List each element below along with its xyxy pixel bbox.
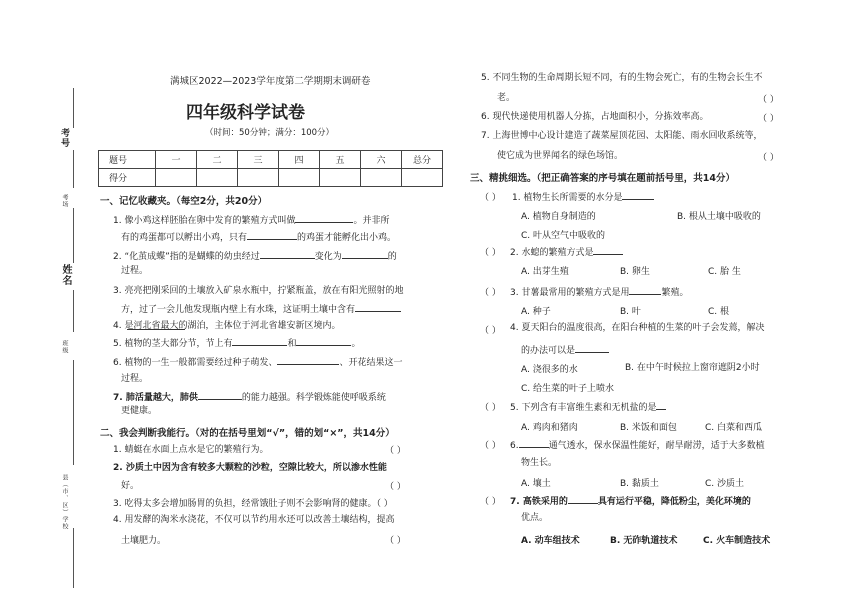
s2-q1: 1. 蜻蜓在水面上点水是它的繁殖行为。 [113, 445, 269, 455]
s1-q2-line2: 过程。 [121, 266, 149, 276]
s1-q3-line1: 3. 亮亮把刚采回的土壤放入矿泉水瓶中，拧紧瓶盖，放在有阳光照射的地 [113, 286, 404, 296]
s3-q4-option-b[interactable]: B. 在中午时候拉上窗帘遮阴2小时 [625, 363, 760, 373]
exam-title: 四年级科学试卷 [186, 103, 305, 123]
score-header-cell: 一 [156, 151, 197, 169]
s3-q1-option-c[interactable]: C. 叶从空气中吸收的 [521, 231, 606, 241]
s3-q4-line1: 4. 夏天阳台的温度很高，在阳台种植的生菜的叶子会发蔫，解决 [510, 323, 765, 333]
score-cell[interactable] [279, 169, 320, 187]
s3-q2-option-a[interactable]: A. 出芽生殖 [521, 267, 569, 277]
s1-q6-line1: 6. 植物的一生一般都需要经过种子萌发、 、开花结果这一 [113, 355, 402, 369]
blank[interactable] [277, 355, 339, 365]
s1-q7-line1: 7. 肺活量越大，肺供 的能力越强。科学锻炼能使呼吸系统 [113, 390, 386, 404]
binding-banji: 班级 [61, 340, 68, 354]
blank[interactable] [198, 390, 242, 400]
score-header-cell: 六 [361, 151, 402, 169]
answer-paren[interactable]: （ ） [385, 482, 406, 492]
s2-q2-line1: 2. 沙质土中因为含有较多大颗粒的沙粒，空隙比较大，所以渗水性能 [113, 463, 387, 473]
blank[interactable] [656, 400, 666, 410]
blank[interactable] [593, 245, 623, 255]
blank[interactable] [575, 343, 609, 353]
answer-paren[interactable]: （ ） [480, 403, 501, 413]
blank[interactable] [295, 213, 353, 223]
answer-paren[interactable]: （ ） [758, 95, 779, 105]
s3-q7-option-b[interactable]: B. 无砟轨道技术 [610, 536, 678, 546]
s3-q3-option-c[interactable]: C. 根 [708, 307, 730, 317]
s3-q4-option-a[interactable]: A. 浇很多的水 [521, 365, 578, 375]
s2-q5-line2: 老。 [497, 93, 516, 103]
s2-q7-line1: 7. 上海世博中心设计建造了蔬菜屋顶花园、太阳能、雨水回收系统等， [481, 131, 763, 141]
answer-paren[interactable]: （ ） [480, 441, 501, 451]
s1-q1-line2: 有的鸡蛋都可以孵出小鸡，只有 的鸡蛋才能孵化出小鸡。 [121, 230, 396, 244]
s3-q6-option-a[interactable]: A. 壤土 [521, 479, 551, 489]
score-header-cell: 总分 [402, 151, 443, 169]
s3-q5-option-a[interactable]: A. 鸡肉和猪肉 [521, 423, 578, 433]
score-header-cell: 五 [320, 151, 361, 169]
s1-q1-line1: 1. 像小鸡这样胚胎在卵中发育的繁殖方式叫做 。并非所 [113, 213, 389, 227]
s3-q2-option-b[interactable]: B. 卵生 [620, 267, 650, 277]
blank[interactable] [296, 336, 351, 346]
s3-q4-line2: 的办法可以是 [521, 343, 609, 357]
answer-paren[interactable]: （ ） [480, 326, 501, 336]
s3-q2: 2. 水螅的繁殖方式是 [510, 245, 623, 259]
answer-paren[interactable]: （ ） [758, 114, 779, 124]
s3-q2-option-c[interactable]: C. 胎 生 [708, 267, 741, 277]
s3-q3: 3. 甘薯最常用的繁殖方式是用 繁殖。 [510, 285, 688, 299]
s3-q4-option-c[interactable]: C. 给生菜的叶子上喷水 [521, 384, 615, 394]
blank[interactable] [247, 230, 297, 240]
blank[interactable] [519, 438, 549, 448]
answer-paren[interactable]: （ ） [480, 288, 501, 298]
binding-line-6 [73, 528, 74, 588]
binding-line-5 [73, 360, 74, 465]
s2-q6: 6. 现代快递使用机器人分拣，占地面积小，分拣效率高。 [481, 112, 709, 122]
s3-q5-option-b[interactable]: B. 米饭和面包 [620, 423, 677, 433]
s3-q6-line2: 物生长。 [521, 458, 558, 468]
score-header-cell: 四 [279, 151, 320, 169]
answer-paren[interactable]: （ ） [385, 446, 406, 456]
s1-q4: 4. 是河北省最大的湖泊，主体位于河北省雄安新区境内。 [113, 321, 341, 331]
s2-q4-line1: 4. 用发酵的淘米水浇花，不仅可以节约用水还可以改善土壤结构，提高 [113, 515, 395, 525]
s1-q5: 5. 植物的茎大都分节，节上有 和 。 [113, 336, 360, 350]
score-cell[interactable] [361, 169, 402, 187]
blank[interactable] [260, 249, 315, 259]
score-header-cell: 二 [197, 151, 238, 169]
binding-xingming: 姓名 [60, 264, 71, 286]
score-header-cell: 三 [238, 151, 279, 169]
exam-subtitle: 满城区2022—2023学年度第二学期期末调研卷 [170, 76, 371, 87]
s2-q3: 3. 吃得太多会增加肠胃的负担，经常饿肚子则不会影响肾的健康。（ ） [113, 499, 393, 509]
s2-q5-line1: 5. 不同生物的生命周期长短不同，有的生物会死亡，有的生物会长生不 [481, 73, 763, 83]
answer-paren[interactable]: （ ） [480, 193, 501, 203]
score-header-cell: 题号 [99, 151, 156, 169]
binding-line-4 [73, 290, 74, 332]
s3-q3-option-b[interactable]: B. 叶 [620, 307, 641, 317]
s2-q7-line2: 使它成为世界闻名的绿色场馆。 [497, 151, 624, 161]
s3-q5: 5. 下列含有丰富维生素和无机盐的是 [510, 400, 666, 414]
answer-paren[interactable]: （ ） [480, 248, 501, 258]
s1-q6-line2: 过程。 [121, 374, 149, 384]
section1-heading: 一、记忆收藏夹。（每空2分，共20分） [100, 196, 268, 207]
s3-q1: 1. 植物生长所需要的水分是 [512, 190, 654, 204]
s2-q2-line2: 好。 [121, 481, 140, 491]
s1-q2-line1: 2. “化茧成蝶”指的是蝴蝶的幼虫经过 变化为 的 [113, 249, 397, 263]
section3-heading: 三、精挑细选。（把正确答案的序号填在题前括号里，共14分） [470, 173, 735, 184]
answer-paren[interactable]: （ ） [385, 536, 406, 546]
blank[interactable] [568, 494, 598, 504]
binding-line-3 [73, 208, 74, 263]
s1-q7-line2: 更健康。 [121, 406, 158, 416]
s3-q7-line2: 优点。 [521, 513, 549, 523]
binding-xuexiao: 县（市、区）学校 [61, 474, 68, 530]
blank[interactable] [355, 302, 401, 312]
score-cell[interactable] [197, 169, 238, 187]
binding-kaohao: 考号 [59, 128, 69, 148]
score-label-cell: 得分 [99, 169, 156, 187]
s1-q3-line2: 方，过了一会儿他发现瓶内壁上有水珠，这证明土壤中含有 [121, 302, 401, 316]
s3-q7-option-c[interactable]: C. 火车制造技术 [703, 536, 771, 546]
s3-q6-option-c[interactable]: C. 沙质土 [705, 479, 745, 489]
blank[interactable] [232, 336, 287, 346]
score-cell[interactable] [156, 169, 197, 187]
s3-q3-option-a[interactable]: A. 种子 [521, 307, 551, 317]
s3-q7-option-a[interactable]: A. 动车组技术 [521, 536, 580, 546]
s3-q1-option-b[interactable]: B. 根从土壤中吸收的 [677, 212, 761, 222]
binding-kaochang: 考场 [61, 194, 68, 208]
blank[interactable] [127, 329, 185, 330]
blank[interactable] [629, 285, 661, 295]
binding-line-2 [73, 150, 74, 188]
score-table [98, 150, 443, 187]
score-cell[interactable] [402, 169, 443, 187]
binding-line-1 [73, 88, 74, 128]
s3-q1-option-a[interactable]: A. 植物自身制造的 [521, 212, 596, 222]
answer-paren[interactable]: （ ） [480, 497, 501, 507]
section2-heading: 二、我会判断我能行。（对的在括号里划“√”，错的划“×”，共14分） [100, 428, 395, 439]
score-cell[interactable] [238, 169, 279, 187]
blank[interactable] [342, 249, 388, 259]
score-cell[interactable] [320, 169, 361, 187]
s3-q6-option-b[interactable]: B. 黏质土 [620, 479, 659, 489]
s3-q6-line1: 6. 通气透水，保水保温性能好，耐旱耐涝，适于大多数植 [510, 438, 765, 452]
s3-q7-line1: 7. 高铁采用的 具有运行平稳，降低粉尘，美化环境的 [510, 494, 751, 508]
s2-q4-line2: 土壤肥力。 [121, 536, 167, 546]
s3-q5-option-c[interactable]: C. 白菜和西瓜 [705, 423, 763, 433]
answer-paren[interactable]: （ ） [758, 153, 779, 163]
blank[interactable] [622, 190, 654, 200]
exam-info: （时间：50分钟；满分：100分） [205, 128, 335, 138]
